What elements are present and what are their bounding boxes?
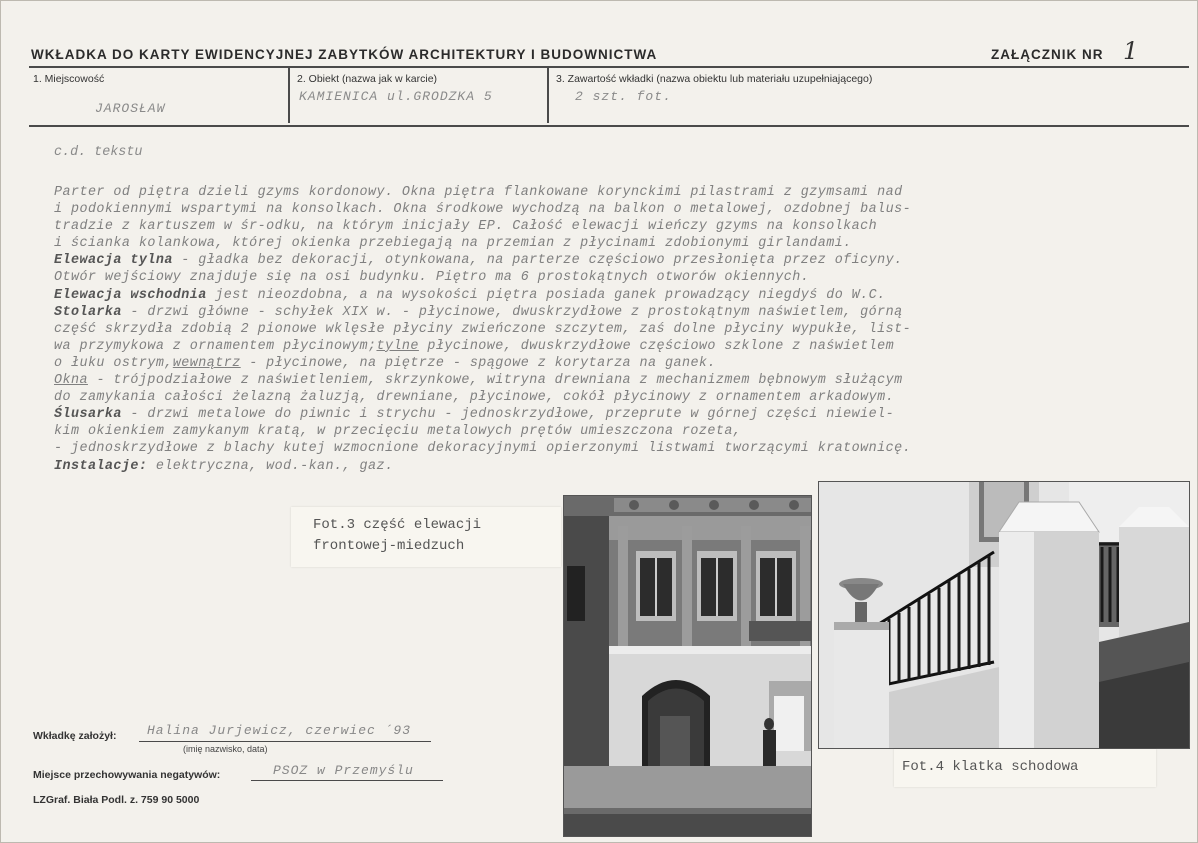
metal-text: - drzwi metalowe do piwnic i strychu - jednoskrzydłowe, przeprute w górnej części niewiel- — [121, 407, 895, 423]
contents-value: 2 szt. fot. — [575, 89, 672, 104]
text-line: - jednoskrzydłowe z blachy kutej wzmocnione dekoracyjnymi opierzonymi listwami tworzącymi kratownicę. — [54, 441, 912, 457]
annex-number: 1 — [1123, 37, 1139, 65]
author-value: Halina Jurjewicz, czerwiec ´93 — [147, 723, 412, 738]
underlined-word: tylne — [376, 338, 419, 354]
storage-underline — [251, 780, 443, 781]
windows-heading: Okna — [54, 373, 88, 389]
text-line — [54, 287, 1124, 304]
photo3-label-line1: Fot.3 część elewacji — [313, 517, 482, 533]
text-line — [54, 406, 1124, 423]
author-underline — [139, 741, 431, 742]
object-label: 2. Obiekt (nazwa jak w karcie) — [297, 73, 438, 85]
text-line — [54, 252, 1124, 269]
rear-text: - gładka bez dekoracji, otynkowana, na parterze częściowo przesłonięta przez oficyny. — [172, 253, 903, 269]
photo-staircase — [818, 481, 1190, 749]
photo3-label-line2: frontowej-miedzuch — [313, 538, 465, 554]
joinery-text: o łuku ostrym, — [54, 355, 173, 371]
header-title: WKŁADKA DO KARTY EWIDENCYJNEJ ZABYTKÓW ARCHITEKTURY I BUDOWNICTWA — [31, 47, 658, 62]
field-divider-2 — [547, 67, 549, 123]
object-value: KAMIENICA ul.GRODZKA 5 — [299, 89, 493, 104]
photo3-label — [291, 507, 561, 567]
fields-rule — [29, 125, 1189, 127]
text-line: kim okienkiem zamykanym kratą, w przecięciu metalowych prętów umieszczona rozeta, — [54, 424, 742, 440]
description-text — [54, 184, 1124, 475]
windows-text: - trójpodziałowe z naświetleniem, skrzynkowe, witryna drewniana z mechanizmem bębnowym służącym — [87, 373, 903, 389]
text-line: i ścianka kolankowa, której okienka przebiegają na przemian z płycinami zdobionymi girlandami. — [54, 236, 852, 252]
text-line: część skrzydła zdobią 2 pionowe wklęsłe płyciny zwieńczone szczytem, zaś dolne płyciny wypukłe, list- — [54, 321, 912, 337]
author-note: (imię nazwisko, data) — [183, 744, 268, 754]
contents-label: 3. Zawartość wkładki (nazwa obiektu lub materiału uzupełniającego) — [556, 73, 873, 85]
locality-label: 1. Miejscowość — [33, 73, 105, 85]
east-heading: Elewacja wschodnia — [54, 287, 207, 303]
storage-label: Miejsce przechowywania negatywów: — [33, 769, 221, 781]
text-line: Otwór wejściowy znajduje się na osi budynku. Piętro ma 6 prostokątnych otworów okiennych. — [54, 270, 810, 286]
text-line: do zamykania całości żelazną żaluzją, drewniane, płycinowe, cokół płycinowy z ornamentem arkadowym. — [54, 390, 895, 406]
install-text: elektryczna, wod.-kan., gaz. — [147, 458, 394, 474]
joinery-text: płycinowe, dwuskrzydłowe częściowo szklone z naświetlem — [418, 338, 895, 354]
text-line: i podokiennymi wspartymi na konsolkach. Okna środkowe wychodzą na balkon o metalowej, ozdobnej balus- — [54, 202, 912, 218]
storage-value: PSOZ w Przemyślu — [273, 763, 414, 778]
photo4-label — [894, 749, 1156, 787]
locality-value: JAROSŁAW — [95, 101, 166, 116]
install-heading: Instalacje: — [54, 458, 148, 474]
staircase-image — [819, 482, 1189, 748]
facade-image — [564, 496, 811, 836]
joinery-heading: Stolarka — [54, 304, 122, 320]
text-line — [54, 355, 1124, 372]
metal-heading: Ślusarka — [54, 407, 122, 423]
field-divider-1 — [288, 67, 290, 123]
photo-facade — [563, 495, 812, 837]
continuation-note: c.d. tekstu — [54, 145, 143, 160]
annex-label: ZAŁĄCZNIK NR — [991, 47, 1104, 62]
text-line: Parter od piętra dzieli gzyms kordonowy. Okna piętra flankowane korynckimi pilastrami z gzymsami nad — [54, 185, 903, 200]
photo4-label-text: Fot.4 klatka schodowa — [902, 759, 1079, 775]
joinery-text: wa przymykowa z ornamentem płycinowym; — [54, 338, 377, 354]
east-text: jest nieozdobna, a na wysokości piętra posiada ganek prowadzący niegdyś do W.C. — [206, 287, 886, 303]
printer-info: LZGraf. Biała Podl. z. 759 90 5000 — [33, 794, 200, 806]
text-line — [54, 338, 1124, 355]
text-line — [54, 372, 1124, 389]
joinery-text: - drzwi główne - schyłek XIX w. - płycinowe, dwuskrzydłowe z prostokątnym naświetlem, górną — [121, 304, 903, 320]
underlined-word: wewnątrz — [172, 355, 241, 371]
rear-heading: Elewacja tylna — [54, 253, 173, 269]
text-line — [54, 458, 1124, 475]
text-line: tradzie z kartuszem w śr-odku, na którym inicjały EP. Całość elewacji wieńczy gzyms na konsolkach — [54, 219, 878, 235]
joinery-text: - płycinowe, na piętrze - spągowe z korytarza na ganek. — [240, 355, 716, 371]
author-label: Wkładkę założył: — [33, 730, 117, 742]
text-line — [54, 304, 1124, 321]
header-rule — [29, 66, 1189, 68]
